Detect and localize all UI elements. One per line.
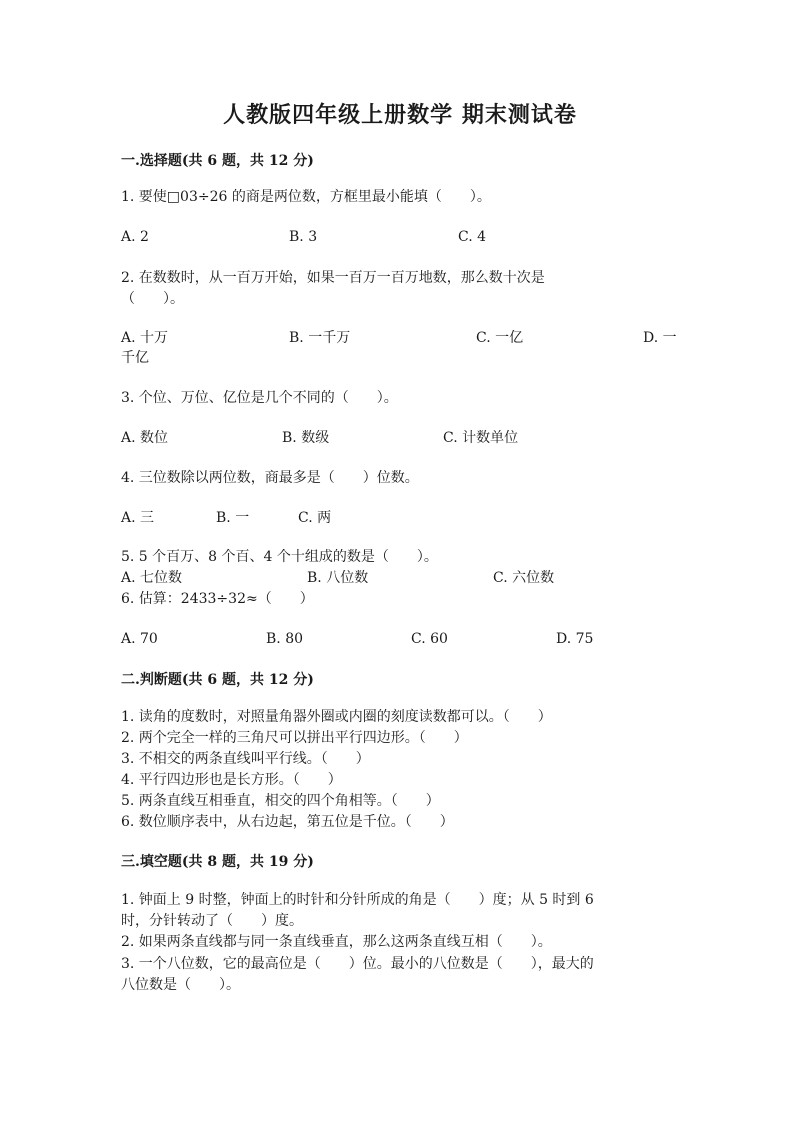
option-a: A. 七位数	[121, 570, 183, 586]
section-heading-true-false: 二.判断题(共 6 题，共 12 分)	[121, 672, 314, 688]
option-d-continued: 千亿	[121, 350, 149, 366]
option-a: A. 数位	[121, 430, 169, 446]
option-a: A. 2	[121, 229, 149, 245]
option-c: C. 计数单位	[443, 430, 519, 446]
statement-item: 5. 两条直线互相垂直，相交的四个角相等。（ ）	[121, 793, 440, 809]
option-b: B. 80	[266, 631, 304, 647]
option-b: B. 一	[216, 510, 250, 526]
question-stem: 1. 要使□03÷26 的商是两位数，方框里最小能填（ ）。	[121, 189, 491, 205]
option-a: A. 70	[121, 631, 158, 647]
option-c: C. 两	[298, 510, 332, 526]
statement-item: 3. 不相交的两条直线叫平行线。（ ）	[121, 751, 370, 767]
option-a: A. 十万	[121, 330, 169, 346]
fill-question: 3. 一个八位数，它的最高位是（ ）位。最小的八位数是（ ），最大的	[121, 956, 594, 972]
statement-item: 2. 两个完全一样的三角尺可以拼出平行四边形。（ ）	[121, 730, 468, 746]
question-stem: 5. 5 个百万、8 个百、4 个十组成的数是（ ）。	[121, 549, 438, 565]
option-a: A. 三	[121, 510, 155, 526]
fill-question-continued: 时，分针转动了（ ）度。	[121, 913, 303, 929]
statement-item: 6. 数位顺序表中，从右边起，第五位是千位。（ ）	[121, 814, 454, 830]
question-stem: 2. 在数数时，从一百万开始，如果一百万一百万地数，那么数十次是	[121, 270, 545, 286]
option-c: C. 60	[411, 631, 448, 647]
statement-item: 4. 平行四边形也是长方形。（ ）	[121, 772, 342, 788]
section-heading-fill-blank: 三.填空题(共 8 题，共 19 分)	[121, 854, 314, 870]
fill-question: 1. 钟面上 9 时整，钟面上的时针和分针所成的角是（ ）度；从 5 时到 6	[121, 892, 594, 908]
statement-item: 1. 读角的度数时，对照量角器外圈或内圈的刻度读数都可以。（ ）	[121, 709, 552, 725]
option-c: C. 一亿	[476, 330, 524, 346]
fill-question: 2. 如果两条直线都与同一条直线垂直，那么这两条直线互相（ ）。	[121, 934, 552, 950]
option-c: C. 六位数	[493, 570, 555, 586]
page-title: 人教版四年级上册数学 期末测试卷	[223, 102, 577, 128]
option-d: D. 一	[643, 330, 677, 346]
section-heading-choice: 一.选择题(共 6 题，共 12 分)	[121, 153, 314, 169]
question-stem: 6. 估算：2433÷32≈（ ）	[121, 591, 314, 607]
option-b: B. 一千万	[289, 330, 351, 346]
option-b: B. 数级	[282, 430, 330, 446]
question-stem-continued: （ ）。	[121, 291, 184, 307]
option-c: C. 4	[458, 229, 487, 245]
option-b: B. 3	[289, 229, 318, 245]
question-stem: 3. 个位、万位、亿位是几个不同的（ ）。	[121, 390, 398, 406]
option-b: B. 八位数	[307, 570, 369, 586]
option-d: D. 75	[556, 631, 594, 647]
question-stem: 4. 三位数除以两位数，商最多是（ ）位数。	[121, 470, 419, 486]
fill-question-continued: 八位数是（ ）。	[121, 977, 240, 993]
